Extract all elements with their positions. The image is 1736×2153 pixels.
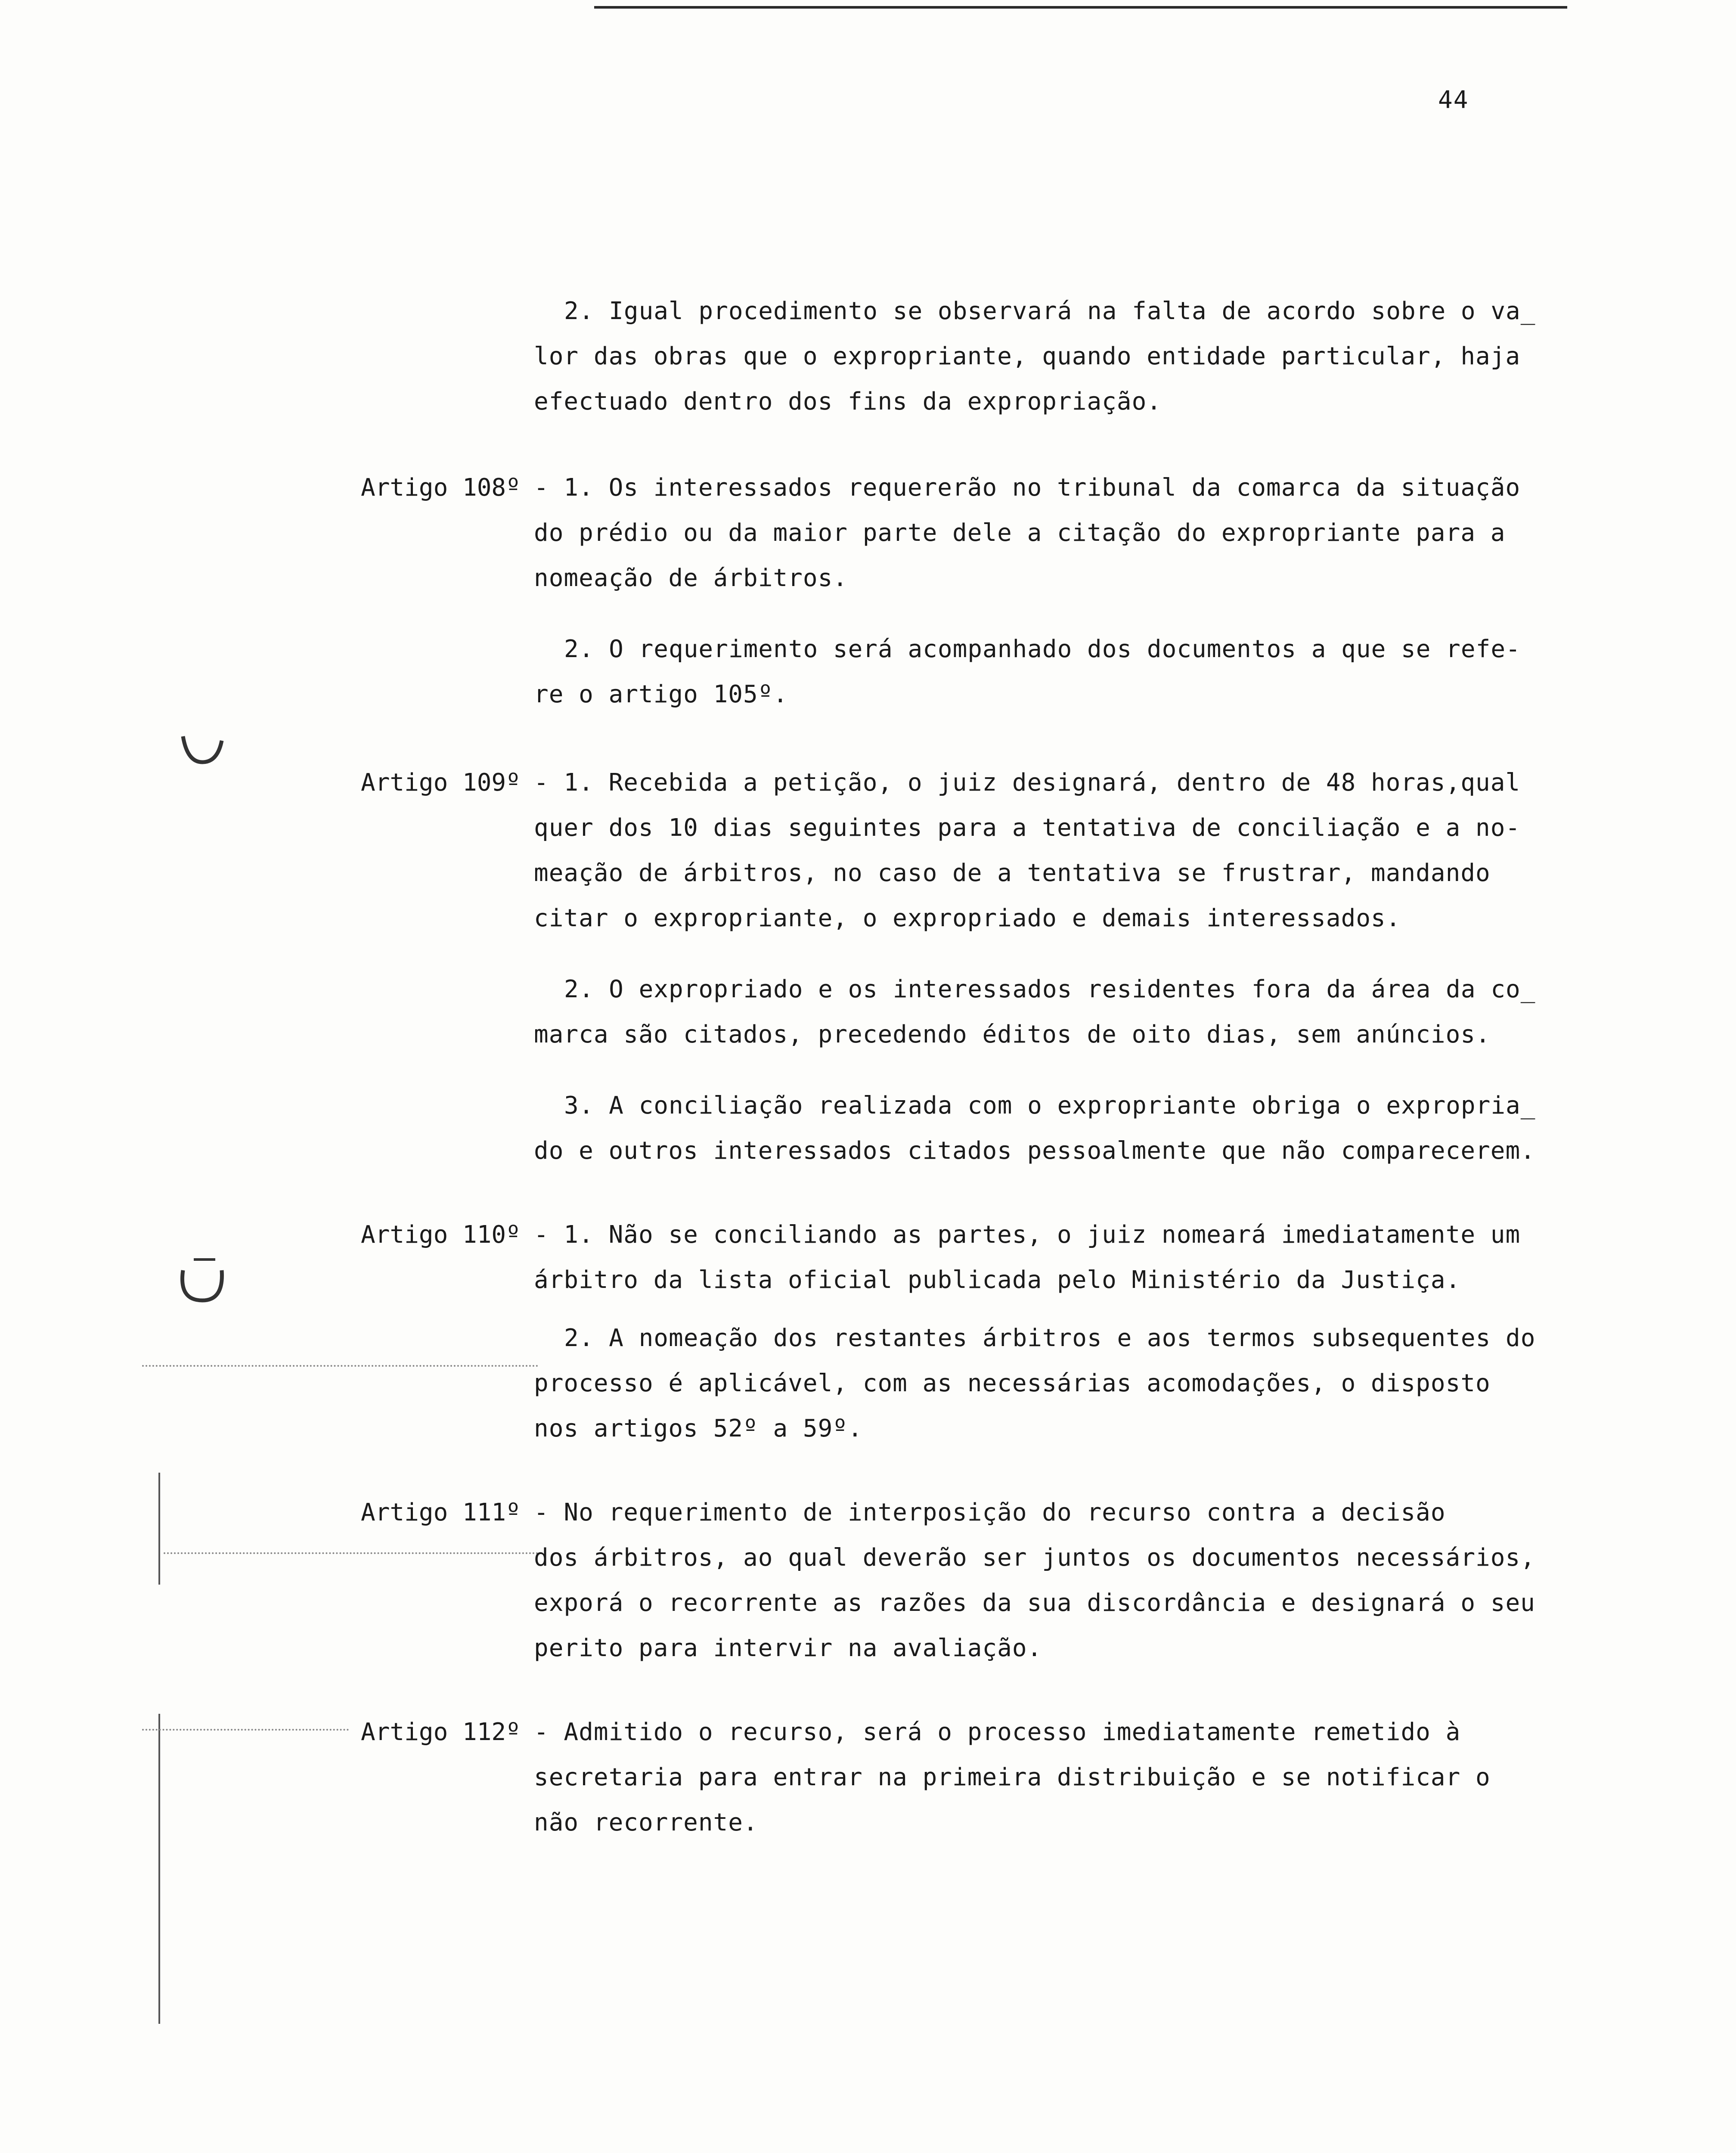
article-label: Artigo 110º [361,1221,521,1249]
paragraph-line: 2. O requerimento será acompanhado dos documentos a que se refe- [564,635,1521,663]
paragraph-line: - 1. Os interessados requererão no tribunal da comarca da situação [534,474,1521,502]
paragraph-line: efectuado dentro dos fins da expropriação. [534,388,1162,416]
paragraph-line: processo é aplicável, com as necessárias acomodações, o disposto [534,1369,1491,1397]
paragraph-line: perito para intervir na avaliação. [534,1634,1042,1662]
paragraph-line: nos artigos 52º a 59º. [534,1415,863,1443]
paragraph-line: 2. Igual procedimento se observará na falta de acordo sobre o va_ [564,297,1536,325]
paragraph-line: - 1. Não se conciliando as partes, o juiz nomeará imediatamente um [534,1221,1521,1249]
paragraph-line: nomeação de árbitros. [534,564,848,592]
paragraph-line: - Admitido o recurso, será o processo imediatamente remetido à [534,1718,1461,1746]
article-label: Artigo 111º [361,1498,521,1526]
binder-mark [158,1714,160,2024]
paragraph-line: exporá o recorrente as razões da sua discordância e designará o seu [534,1589,1535,1617]
article-label: Artigo 109º [361,769,521,797]
paragraph-line: meação de árbitros, no caso de a tentativa se frustrar, mandando [534,859,1491,887]
paragraph-line: 2. O expropriado e os interessados residentes fora da área da co_ [564,975,1536,1003]
paragraph-line: re o artigo 105º. [534,680,788,708]
paragraph-line: secretaria para entrar na primeira distribuição e se notificar o [534,1763,1491,1791]
paragraph-line: - No requerimento de interposição do recurso contra a decisão [534,1498,1446,1526]
paragraph-line: lor das obras que o expropriante, quando entidade particular, haja [534,342,1521,370]
page-number: 44 [1438,86,1469,114]
scan-noise [142,1729,349,1732]
paragraph-line: quer dos 10 dias seguintes para a tentativa de conciliação e a no- [534,814,1521,842]
scan-noise [142,1365,538,1368]
paragraph-line: citar o expropriante, o expropriado e demais interessados. [534,904,1401,932]
binder-mark [158,1473,160,1585]
paragraph-line: 3. A conciliação realizada com o expropriante obriga o expropria_ [564,1092,1536,1120]
paragraph-line: 2. A nomeação dos restantes árbitros e aos termos subsequentes do [564,1324,1536,1352]
paragraph-line: dos árbitros, ao qual deverão ser juntos os documentos necessários, [534,1544,1535,1572]
paragraph-line: do prédio ou da maior parte dele a citação do expropriante para a [534,519,1506,547]
paragraph-line: árbitro da lista oficial publicada pelo Ministério da Justiça. [534,1266,1461,1294]
hole-mark-icon [179,732,226,771]
paragraph-line: - 1. Recebida a petição, o juiz designará, dentro de 48 horas,qual [534,769,1521,797]
top-rule [594,6,1567,9]
paragraph-line: marca são citados, precedendo éditos de oito dias, sem anúncios. [534,1021,1491,1049]
scan-noise [164,1552,538,1556]
paragraph-line: não recorrente. [534,1809,758,1837]
article-label: Artigo 108º [361,474,521,502]
article-label: Artigo 112º [361,1718,521,1746]
paragraph-line: do e outros interessados citados pessoalmente que não comparecerem. [534,1137,1535,1165]
hole-mark-icon [174,1253,230,1309]
